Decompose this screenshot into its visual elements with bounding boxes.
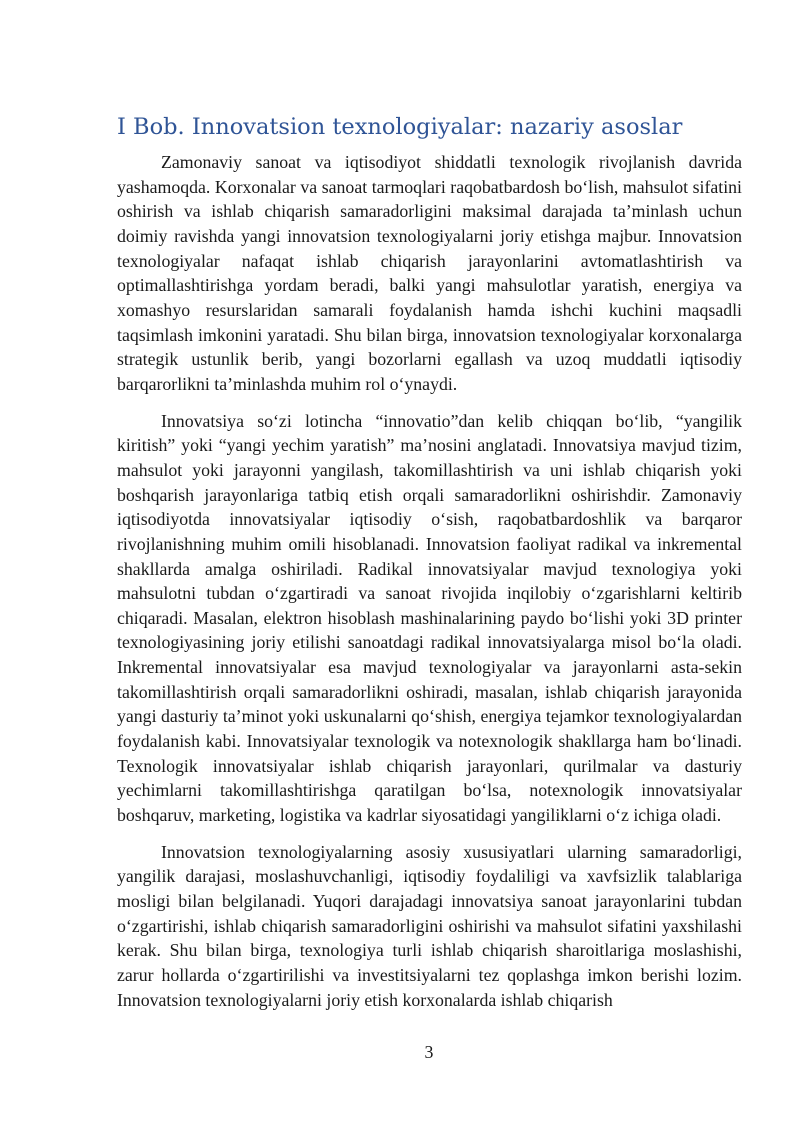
body-text [117,150,742,1024]
page-number: 3 [424,1042,434,1062]
paragraph-3: Innovatsion texnologiyalarning asosiy xususiyatlari ularning samaradorligi, yangilik darajasi, moslashuvchanligi, iqtisodiy foydaliligi va xavfsizlik talablariga mosligi bilan belgilanadi. Yuqori darajadagi innovatsiya sanoat jarayonlarini tubdan oʻzgartirishi, ishlab chiqarish samaradorligini oshirishi va mahsulot sifatini yaxshilashi kerak. Shu bilan birga, texnologiya turli ishlab chiqarish sharoitlariga moslashishi, zarur hollarda oʻzgartirilishi va investitsiyalarni tez qoplashga imkon berishi lozim. Innovatsion texnologiyalarni joriy etish korxonalarda ishlab chiqarish [117,841,742,1010]
paragraph-1: Zamonaviy sanoat va iqtisodiyot shiddatli texnologik rivojlanish davrida yashamoqda. Korxonalar va sanoat tarmoqlari raqobatbardosh boʻlish, mahsulot sifatini oshirish va ishlab chiqarish samaradorligini maksimal darajada taʼminlash uchun doimiy ravishda yangi innovatsion texnologiyalarni joriy etishga majbur. Innovatsion texnologiyalar nafaqat ishlab chiqarish jarayonlarini avtomatlashtirish va optimallashtirishga yordam beradi, balki yangi mahsulotlar yaratish, energiya va xomashyo resurslaridan samarali foydalanish hamda ishchi kuchini maqsadli taqsimlash imkonini yaratadi. Shu bilan birga, innovatsion texnologiyalar korxonalarga strategik ustunlik berib, yangi bozorlarni egallash va uzoq muddatli iqtisodiy barqarorlikni taʼminlashda muhim rol oʻynaydi. [117,152,742,394]
paragraph-2: Innovatsiya soʻzi lotincha “innovatio”dan kelib chiqqan boʻlib, “yangilik kiritish” yoki “yangi yechim yaratish” maʼnosini anglatadi. Innovatsiya mavjud tizim, mahsulot yoki jarayonni yangilash, takomillashtirish va uni ishlab chiqarish yoki boshqarish jarayonlariga tatbiq etish orqali samaradorlikni oshirishdir. Zamonaviy iqtisodiyotda innovatsiyalar iqtisodiy oʻsish, raqobatbardoshlik va barqaror rivojlanishning muhim omili hisoblanadi. Innovatsion faoliyat radikal va inkremental shakllarda amalga oshiriladi. Radikal innovatsiyalar mavjud texnologiya yoki mahsulotni tubdan oʻzgartiradi va sanoat rivojida inqilobiy oʻzgarishlarni keltirib chiqaradi. Masalan, elektron hisoblash mashinalarining paydo boʻlishi yoki 3D printer texnologiyasining joriy etilishi sanoatdagi radikal innovatsiyalarga misol boʻla oladi. Inkremental innovatsiyalar esa mavjud texnologiyalar va jarayonlarni asta-sekin takomillashtirish orqali samaradorlikni oshiradi, masalan, ishlab chiqarish jarayonida yangi dasturiy taʼminot yoki uskunalarni qoʻshish, energiya tejamkor texnologiyalardan foydalanish kabi. Innovatsiyalar texnologik va notexnologik shakllarga ham boʻlinadi. Texnologik innovatsiyalar ishlab chiqarish jarayonlari, qurilmalar va dasturiy yechimlarni takomillashtirishga qaratilgan boʻlsa, notexnologik innovatsiyalar boshqaruv, marketing, logistika va kadrlar siyosatidagi yangiliklarni oʻz ichiga oladi. [117,410,742,826]
chapter-heading: I Bob. Innovatsion texnologiyalar: nazariy asoslar [117,114,683,140]
